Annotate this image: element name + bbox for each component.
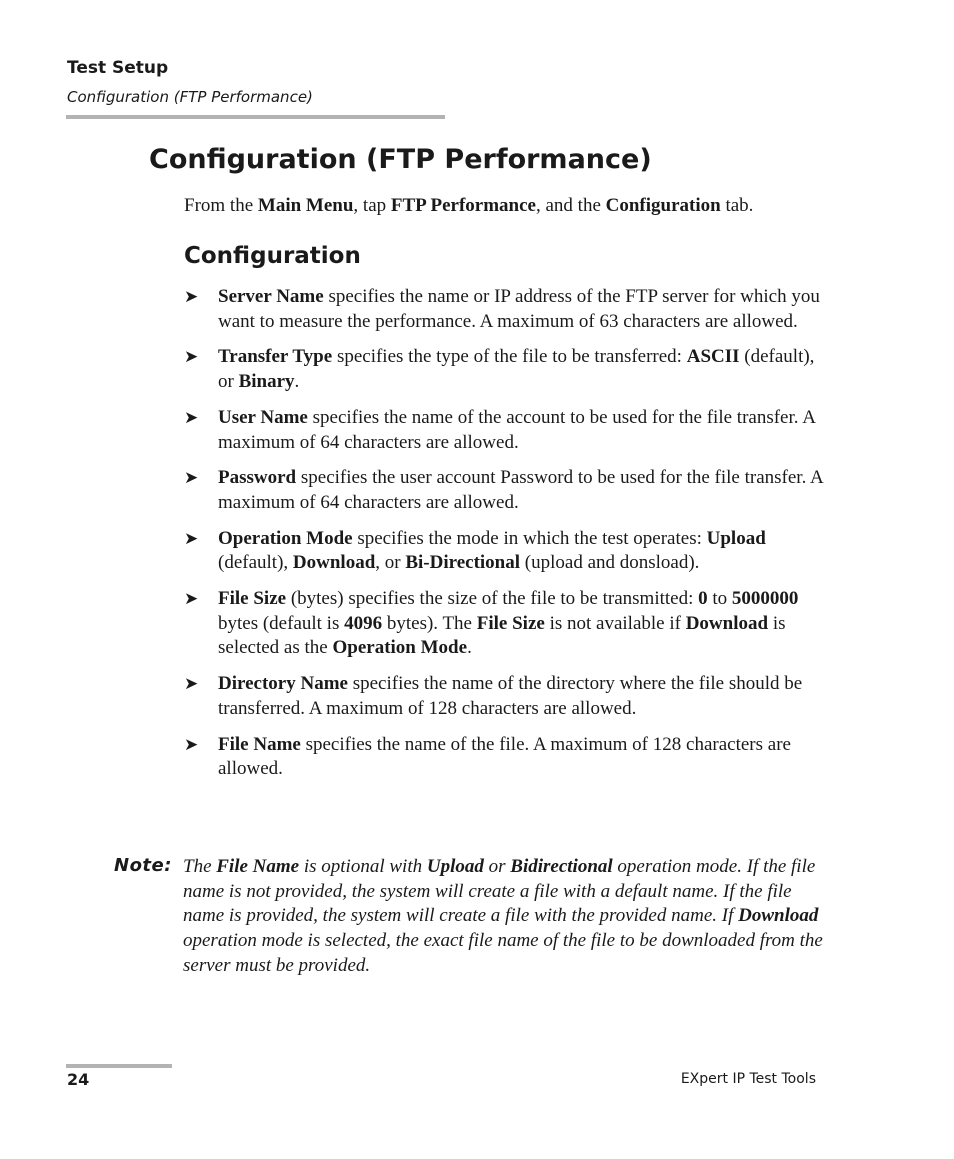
- text-run: to: [707, 588, 732, 610]
- text-run: .: [294, 371, 300, 393]
- text-run: .: [467, 637, 472, 659]
- text-run: (default),: [218, 552, 293, 574]
- bold-term: File Name: [218, 733, 301, 755]
- bold-term: ASCII: [686, 346, 740, 368]
- text-run: (bytes) specifies the size of the file to be transmitted:: [286, 588, 699, 610]
- text-run: bytes (default is: [218, 612, 345, 634]
- bold-term: Configuration: [605, 195, 721, 216]
- page-title: Configuration (FTP Performance): [149, 144, 652, 175]
- document-title: EXpert IP Test Tools: [680, 1071, 816, 1087]
- note-text: [183, 855, 823, 979]
- text-run: is selected as the: [218, 612, 786, 659]
- bold-term: Transfer Type: [218, 346, 333, 368]
- list-item-text: [218, 588, 798, 658]
- text-run: specifies the mode in which the test operates:: [352, 527, 707, 549]
- bold-term: Download: [685, 612, 769, 634]
- list-item: [184, 466, 824, 515]
- arrow-bullet-icon: ➤: [184, 347, 199, 368]
- arrow-bullet-icon: ➤: [184, 734, 199, 755]
- text-run: is optional with: [299, 856, 427, 877]
- list-item-text: [218, 734, 791, 780]
- text-run: or: [483, 856, 511, 877]
- list-item: [184, 587, 824, 661]
- section-heading: Configuration: [184, 243, 361, 269]
- arrow-bullet-icon: ➤: [184, 407, 199, 428]
- list-item: [184, 672, 824, 721]
- text-run: specifies the name or IP address of the FTP server for which you want to measure the performance. A maximum of 63 characters are allowed.: [218, 286, 820, 332]
- running-header-subsection: Configuration (FTP Performance): [67, 88, 313, 106]
- page-number: 24: [67, 1070, 90, 1089]
- bold-term: Upload: [426, 856, 484, 877]
- text-run: , and the: [535, 195, 606, 216]
- parameter-list: [184, 285, 824, 793]
- list-item-text: [218, 673, 802, 719]
- bold-term: User Name: [218, 406, 308, 428]
- bold-term: Bidirectional: [510, 856, 613, 877]
- text-run: is not available if: [544, 612, 686, 634]
- text-run: bytes). The: [382, 612, 477, 634]
- list-item-text: [218, 467, 823, 513]
- text-run: , or: [375, 552, 406, 574]
- bold-term: Upload: [706, 527, 766, 549]
- list-item-text: [218, 346, 814, 392]
- footer-rule: [66, 1064, 172, 1068]
- text-run: From the: [184, 195, 258, 216]
- list-item-text: [218, 407, 815, 453]
- bold-term: Password: [218, 467, 297, 489]
- bold-term: FTP Performance: [390, 195, 536, 216]
- bold-term: 0: [698, 588, 708, 610]
- bold-term: Download: [738, 905, 819, 927]
- arrow-bullet-icon: ➤: [184, 468, 199, 489]
- text-run: tab.: [720, 195, 754, 216]
- arrow-bullet-icon: ➤: [184, 674, 199, 695]
- bold-term: Directory Name: [218, 673, 348, 695]
- list-item: [184, 345, 824, 394]
- text-run: The: [183, 856, 217, 877]
- bold-term: Operation Mode: [332, 637, 468, 659]
- arrow-bullet-icon: ➤: [184, 528, 199, 549]
- bold-term: Operation Mode: [218, 527, 353, 549]
- list-item-text: [218, 286, 820, 332]
- bold-term: Server Name: [218, 286, 324, 307]
- text-run: specifies the name of the directory where the file should be transferred. A maximum of 128 characters are allowed.: [218, 673, 803, 719]
- text-run: operation mode is selected, the exact file name of the file to be downloaded from the server must be provided.: [183, 930, 823, 976]
- bold-term: Bi-Directional: [405, 552, 521, 574]
- text-run: , tap: [353, 195, 391, 216]
- header-rule: [66, 115, 445, 119]
- arrow-bullet-icon: ➤: [184, 287, 199, 307]
- bold-term: Download: [292, 552, 376, 574]
- running-header-section: Test Setup: [67, 58, 169, 78]
- bold-term: File Size: [476, 612, 545, 634]
- bold-term: 4096: [344, 612, 383, 634]
- text-run: specifies the user account Password to be used for the file transfer. A maximum of 64 characters are allowed.: [218, 467, 823, 513]
- bold-term: Main Menu: [257, 195, 354, 216]
- note-label: Note:: [114, 855, 172, 876]
- bold-term: 5000000: [731, 588, 799, 610]
- text-run: specifies the type of the file to be transferred:: [332, 346, 687, 368]
- text-run: specifies the name of the account to be used for the file transfer. A maximum of 64 characters are allowed.: [218, 406, 815, 453]
- list-item-text: [218, 528, 766, 574]
- text-run: (upload and donsload).: [520, 552, 700, 574]
- list-item: [184, 406, 824, 455]
- bold-term: File Size: [218, 588, 287, 610]
- list-item: [184, 733, 824, 782]
- text-run: operation mode. If the file name is not provided, the system will create a file with a default name. If the file name is provided, the system will create a file with the provided name. If: [183, 856, 816, 927]
- list-item: [184, 285, 824, 334]
- bold-term: File Name: [216, 856, 300, 877]
- list-item: [184, 527, 824, 576]
- text-run: specifies the name of the file. A maximum of 128 characters are allowed.: [218, 733, 791, 780]
- text-run: (default), or: [218, 346, 815, 393]
- arrow-bullet-icon: ➤: [184, 589, 199, 610]
- intro-paragraph: [184, 195, 753, 217]
- bold-term: Binary: [238, 371, 295, 393]
